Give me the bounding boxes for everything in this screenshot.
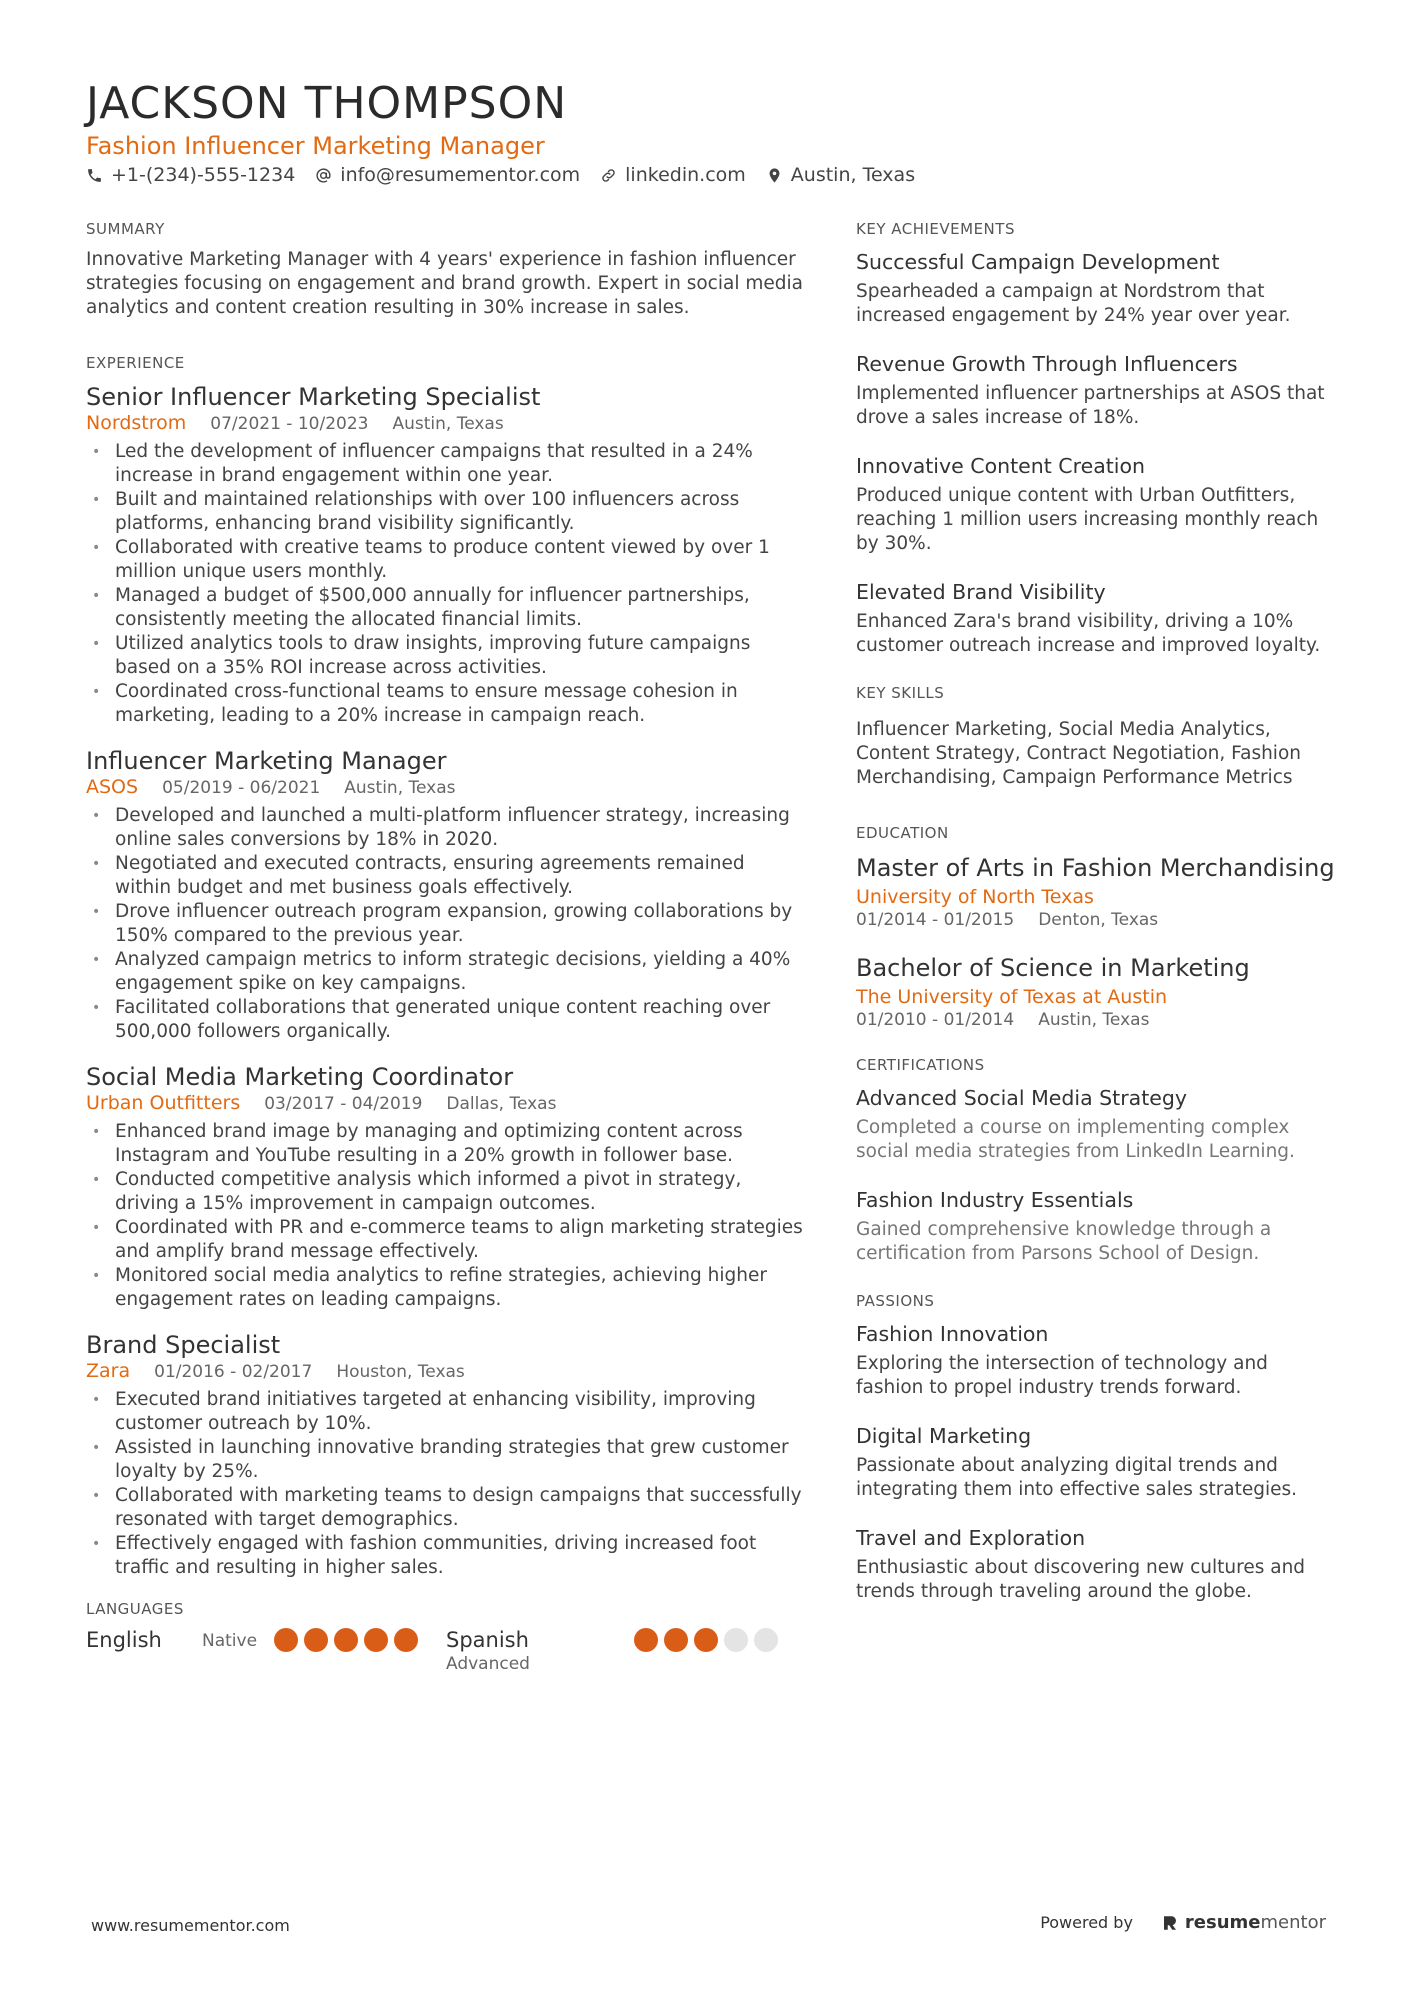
passions-section <box>856 1292 1336 1604</box>
education-item <box>856 952 1336 1030</box>
job-title: Social Media Marketing Coordinator <box>86 1063 514 1091</box>
job-bullet: • Negotiated and executed contracts, ensuring agreements remained within budget and met business goals effectively. <box>86 852 806 900</box>
job-meta <box>86 1360 806 1382</box>
language-name: Spanish <box>446 1628 529 1652</box>
passion-desc: Enthusiastic about discovering new cultures and trends through traveling around the globe. <box>856 1557 1306 1602</box>
summary-section <box>86 220 806 320</box>
rating-dot <box>334 1628 358 1652</box>
rating-dot <box>724 1628 748 1652</box>
job-bullet: • Collaborated with creative teams to produce content viewed by over 1 million unique users monthly. <box>86 536 806 584</box>
passion-desc: Exploring the intersection of technology and fashion to propel industry trends forward. <box>856 1353 1268 1398</box>
section-title: KEY ACHIEVEMENTS <box>856 220 1015 238</box>
languages-row <box>86 1628 806 1688</box>
rating-dot <box>634 1628 658 1652</box>
language-rating <box>634 1628 778 1652</box>
job-meta <box>86 412 806 434</box>
language-item <box>446 1628 806 1674</box>
contact-location <box>766 164 915 186</box>
certifications-section <box>856 1056 1336 1266</box>
job-bullet: • Collaborated with marketing teams to design campaigns that successfully resonated with target demographics. <box>86 1484 806 1532</box>
contact-linkedin[interactable] <box>600 164 746 186</box>
job-title: Influencer Marketing Manager <box>86 747 447 775</box>
job-bullet: • Drove influencer outreach program expansion, growing collaborations by 150% compared to the previous year. <box>86 900 806 948</box>
education-dates: 01/2010 - 01/2014 <box>856 1010 1015 1030</box>
contact-phone <box>86 164 295 186</box>
rating-dot <box>274 1628 298 1652</box>
job-bullets <box>86 804 806 1044</box>
job-company: Nordstrom <box>86 412 187 434</box>
job-bullet: • Managed a budget of $500,000 annually for influencer partnerships, consistently meeting the allocated financial limits. <box>86 584 806 632</box>
job-bullet: • Monitored social media analytics to refine strategies, achieving higher engagement rates on leading campaigns. <box>86 1264 806 1312</box>
section-title: KEY SKILLS <box>856 684 945 702</box>
contact-bar <box>86 164 915 186</box>
job-dates: 03/2017 - 04/2019 <box>264 1094 423 1114</box>
achievement-desc: Enhanced Zara's brand visibility, driving a 10% customer outreach increase and improved loyalty. <box>856 611 1321 656</box>
link-icon <box>600 167 617 184</box>
job-entry <box>86 382 806 728</box>
resumementor-logo-icon <box>1161 1914 1179 1932</box>
logo-text-part1: resume <box>1184 1912 1261 1933</box>
skills-section <box>856 684 1336 790</box>
location-text: Austin, Texas <box>790 164 916 186</box>
certification-title: Advanced Social Media Strategy <box>856 1086 1187 1110</box>
job-bullet: • Analyzed campaign metrics to inform strategic decisions, yielding a 40% engagement spike on key campaigns. <box>86 948 806 996</box>
powered-by-text: Powered by <box>1040 1913 1133 1932</box>
job-location: Austin, Texas <box>392 414 504 434</box>
job-bullet: • Enhanced brand image by managing and optimizing content across Instagram and YouTube resulting in a 20% growth in follower base. <box>86 1120 806 1168</box>
passion-item <box>856 1524 1336 1604</box>
education-section <box>856 824 1336 1030</box>
rating-dot <box>754 1628 778 1652</box>
section-title: CERTIFICATIONS <box>856 1056 985 1074</box>
achievement-item <box>856 452 1336 556</box>
logo-text-part2: mentor <box>1260 1912 1326 1933</box>
experience-section <box>86 354 806 1580</box>
passion-title: Digital Marketing <box>856 1424 1032 1448</box>
certification-title: Fashion Industry Essentials <box>856 1188 1134 1212</box>
rating-dot <box>664 1628 688 1652</box>
resumementor-logo[interactable] <box>1161 1912 1326 1933</box>
job-bullet: • Utilized analytics tools to draw insights, improving future campaigns based on a 35% ROI increase across activities. <box>86 632 806 680</box>
education-meta <box>856 1010 1336 1030</box>
achievement-title: Innovative Content Creation <box>856 454 1146 478</box>
achievement-desc: Spearheaded a campaign at Nordstrom that increased engagement by 24% year over year. <box>856 281 1291 326</box>
job-location: Austin, Texas <box>344 778 456 798</box>
education-location: Austin, Texas <box>1038 1010 1150 1030</box>
rating-dot <box>694 1628 718 1652</box>
job-bullets <box>86 1120 806 1312</box>
job-company: Zara <box>86 1360 131 1382</box>
candidate-name: JACKSON THOMPSON <box>86 78 568 129</box>
education-degree: Bachelor of Science in Marketing <box>856 954 1250 982</box>
certification-desc: Completed a course on implementing complex social media strategies from LinkedIn Learning. <box>856 1117 1295 1162</box>
job-dates: 01/2016 - 02/2017 <box>154 1362 313 1382</box>
job-entry <box>86 1330 806 1580</box>
job-bullet: • Facilitated collaborations that generated unique content reaching over 500,000 followers organically. <box>86 996 806 1044</box>
phone-text: +1-(234)-555-1234 <box>111 164 296 186</box>
job-dates: 05/2019 - 06/2021 <box>162 778 321 798</box>
job-bullets <box>86 1388 806 1580</box>
education-school: The University of Texas at Austin <box>856 986 1168 1008</box>
rating-dot <box>364 1628 388 1652</box>
footer-branding <box>1040 1912 1326 1933</box>
skills-text: Influencer Marketing, Social Media Analytics, Content Strategy, Contract Negotiation, Fashion Merchandising, Campaign Performance Metrics <box>856 719 1301 788</box>
languages-section <box>86 1600 806 1688</box>
education-degree: Master of Arts in Fashion Merchandising <box>856 854 1335 882</box>
education-dates: 01/2014 - 01/2015 <box>856 910 1015 930</box>
section-title: LANGUAGES <box>86 1600 184 1618</box>
linkedin-text: linkedin.com <box>625 164 746 186</box>
job-location: Houston, Texas <box>336 1362 465 1382</box>
achievement-item <box>856 578 1336 658</box>
passion-item <box>856 1320 1336 1400</box>
achievements-section <box>856 220 1336 658</box>
passion-desc: Passionate about analyzing digital trends and integrating them into effective sales strategies. <box>856 1455 1298 1500</box>
section-title: EXPERIENCE <box>86 354 185 372</box>
achievement-title: Elevated Brand Visibility <box>856 580 1106 604</box>
job-company: ASOS <box>86 776 139 798</box>
education-school: University of North Texas <box>856 886 1094 908</box>
contact-email[interactable] <box>315 164 580 186</box>
education-meta <box>856 910 1336 930</box>
job-entry <box>86 746 806 1044</box>
job-bullet: • Conducted competitive analysis which informed a pivot in strategy, driving a 15% improvement in campaign outcomes. <box>86 1168 806 1216</box>
rating-dot <box>394 1628 418 1652</box>
location-pin-icon <box>766 167 783 184</box>
job-bullet: • Executed brand initiatives targeted at enhancing visibility, improving customer outreach by 10%. <box>86 1388 806 1436</box>
job-meta <box>86 776 806 798</box>
achievement-item <box>856 350 1336 430</box>
job-entry <box>86 1062 806 1312</box>
job-bullet: • Assisted in launching innovative branding strategies that grew customer loyalty by 25%. <box>86 1436 806 1484</box>
job-meta <box>86 1092 806 1114</box>
job-bullet: • Effectively engaged with fashion communities, driving increased foot traffic and resulting in higher sales. <box>86 1532 806 1580</box>
language-label-group <box>446 1628 634 1674</box>
job-bullet: • Led the development of influencer campaigns that resulted in a 24% increase in brand engagement within one year. <box>86 440 806 488</box>
certification-desc: Gained comprehensive knowledge through a certification from Parsons School of Design. <box>856 1219 1272 1264</box>
job-bullet: • Developed and launched a multi-platform influencer strategy, increasing online sales conversions by 18% in 2020. <box>86 804 806 852</box>
education-location: Denton, Texas <box>1038 910 1159 930</box>
education-item <box>856 852 1336 930</box>
language-item <box>86 1628 446 1652</box>
job-bullet: • Built and maintained relationships with over 100 influencers across platforms, enhancing brand visibility significantly. <box>86 488 806 536</box>
footer-website[interactable]: www.resumementor.com <box>91 1916 290 1935</box>
certification-item <box>856 1186 1336 1266</box>
certification-item <box>856 1084 1336 1164</box>
achievement-title: Revenue Growth Through Influencers <box>856 352 1238 376</box>
language-name: English <box>86 1628 162 1652</box>
section-title: PASSIONS <box>856 1292 935 1310</box>
language-level: Native <box>202 1631 258 1651</box>
summary-text: Innovative Marketing Manager with 4 years' experience in fashion influencer strategies focusing on engagement and brand growth. Expert in social media analytics and content creation resulting in 30% increase in sales. <box>86 249 803 318</box>
job-company: Urban Outfitters <box>86 1092 241 1114</box>
phone-icon <box>86 167 103 184</box>
achievement-desc: Implemented influencer partnerships at ASOS that drove a sales increase of 18%. <box>856 383 1325 428</box>
job-bullet: • Coordinated cross-functional teams to ensure message cohesion in marketing, leading to a 20% increase in campaign reach. <box>86 680 806 728</box>
passion-item <box>856 1422 1336 1502</box>
passion-title: Travel and Exploration <box>856 1526 1086 1550</box>
section-title: SUMMARY <box>86 220 165 238</box>
job-title: Senior Influencer Marketing Specialist <box>86 383 541 411</box>
right-column <box>856 220 1336 1638</box>
passion-title: Fashion Innovation <box>856 1322 1049 1346</box>
section-title: EDUCATION <box>856 824 949 842</box>
candidate-role: Fashion Influencer Marketing Manager <box>86 132 545 160</box>
left-column <box>86 220 806 1722</box>
achievement-item <box>856 248 1336 328</box>
job-location: Dallas, Texas <box>446 1094 557 1114</box>
rating-dot <box>304 1628 328 1652</box>
job-title: Brand Specialist <box>86 1331 281 1359</box>
at-icon <box>315 167 332 184</box>
achievement-desc: Produced unique content with Urban Outfitters, reaching 1 million users increasing monthly reach by 30%. <box>856 485 1319 554</box>
language-rating <box>274 1628 418 1652</box>
job-bullet: • Coordinated with PR and e-commerce teams to align marketing strategies and amplify brand message effectively. <box>86 1216 806 1264</box>
achievement-title: Successful Campaign Development <box>856 250 1220 274</box>
language-level: Advanced <box>446 1654 530 1674</box>
email-text: info@resumementor.com <box>340 164 581 186</box>
job-dates: 07/2021 - 10/2023 <box>210 414 369 434</box>
job-bullets <box>86 440 806 728</box>
